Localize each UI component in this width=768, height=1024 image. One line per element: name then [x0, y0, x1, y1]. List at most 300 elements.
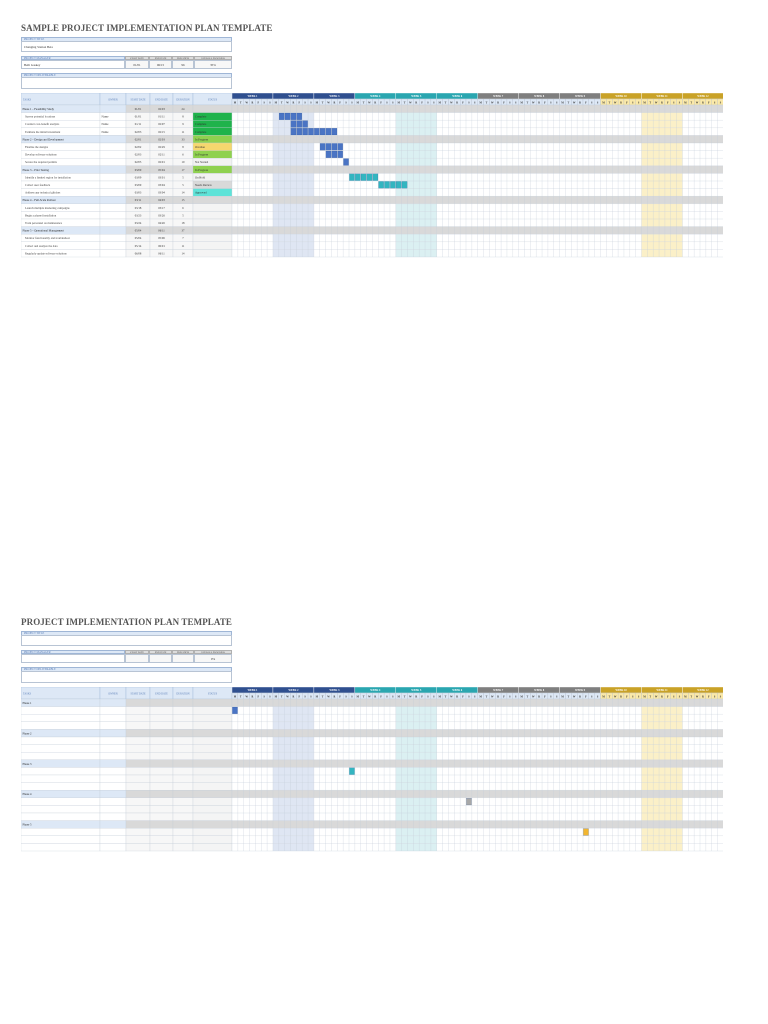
status-badge: Complete [195, 122, 207, 127]
table-cell [21, 828, 100, 836]
day-label: W [572, 101, 576, 105]
week-shade [642, 211, 683, 219]
table-cell [21, 798, 100, 806]
end-date: 02/15 [158, 129, 165, 134]
day-label: F [707, 101, 710, 105]
week-shade [396, 211, 437, 219]
day-label: S [509, 695, 511, 699]
phase-label: Phase 2 – Design and Development [22, 137, 64, 142]
week-shade [273, 767, 314, 775]
gantt-row [232, 166, 723, 174]
table-cell [193, 836, 232, 844]
end-date: 02/29 [158, 145, 165, 149]
day-label: R [292, 101, 295, 105]
start-date-header: START DATE [125, 650, 149, 654]
gantt-row [232, 821, 723, 829]
day-label: M [561, 101, 564, 105]
week-label: WEEK 10 [615, 95, 627, 99]
start-date: 05/14 [134, 243, 142, 248]
day-label: W [613, 695, 617, 699]
table-cell [193, 752, 232, 760]
day-label: S [392, 101, 394, 105]
task-label: Estimate the initial investment [25, 129, 61, 134]
week-shade [642, 113, 683, 121]
duration: 24 [181, 107, 185, 111]
day-label: M [561, 695, 564, 699]
status-badge: Needs Review [195, 183, 212, 187]
gantt-bar [320, 143, 325, 150]
day-label: R [415, 695, 418, 699]
day-label: M [356, 101, 360, 105]
start-date: 02/05 [134, 160, 142, 165]
phase-label: Phase 5 [22, 822, 32, 827]
week-shade [396, 752, 437, 760]
table-cell [126, 729, 150, 737]
duration: 8 [182, 145, 184, 149]
day-label: R [701, 101, 704, 105]
day-label: W [368, 101, 371, 105]
day-label: S [392, 695, 394, 699]
table-cell [173, 760, 193, 768]
table-cell [150, 775, 173, 783]
overall-progress-field[interactable]: 35% [194, 60, 232, 69]
day-label: W [695, 695, 699, 699]
week-label: WEEK 6 [452, 689, 463, 693]
day-label: R [333, 695, 336, 699]
day-label: W [531, 695, 535, 699]
duration-header: DURATION [172, 56, 194, 60]
day-label: S [304, 695, 306, 699]
duration: 14 [181, 251, 185, 256]
duration-field[interactable]: 96 [172, 60, 194, 69]
start-date: 05/04 [134, 236, 142, 241]
table-cell [100, 843, 126, 851]
day-label: T [444, 101, 447, 105]
gantt-bar [379, 181, 384, 188]
week-label: WEEK 2 [288, 95, 299, 99]
day-label: S [678, 695, 681, 699]
end-date: 04/26 [158, 221, 165, 225]
table-cell [193, 790, 232, 798]
project-deliverable-field[interactable] [21, 77, 232, 89]
day-label: S [631, 695, 634, 699]
week-shade [396, 783, 437, 791]
table-cell [100, 227, 126, 235]
end-date: 03/04 [158, 190, 165, 195]
table-cell [21, 775, 100, 783]
day-label: S [672, 101, 675, 105]
end-date-field[interactable]: 06/15 [149, 60, 172, 69]
day-label: S [427, 101, 429, 105]
week-shade [396, 143, 437, 151]
gantt-bar [338, 151, 343, 158]
week-shade [396, 151, 437, 159]
day-label: R [374, 101, 377, 105]
day-label: W [613, 101, 617, 105]
week-shade [642, 151, 683, 159]
table-cell [126, 783, 150, 791]
column-header-duration: DURATION [176, 692, 190, 696]
duration-header: DURATION [172, 650, 194, 654]
end-date-header: END DATE [149, 650, 172, 654]
day-label: F [585, 695, 587, 699]
day-label: S [514, 101, 517, 105]
start-date: 02/03 [134, 129, 142, 134]
day-label: F [626, 695, 628, 699]
week-shade [642, 242, 683, 250]
day-label: W [531, 101, 535, 105]
sheet-sample [21, 22, 723, 261]
gantt-bar [332, 143, 337, 150]
status-badge: Overdue [195, 145, 205, 149]
gantt-bar [338, 143, 343, 150]
day-label: F [503, 695, 505, 699]
day-label: S [269, 101, 271, 105]
table-cell [173, 836, 193, 844]
week-shade [273, 707, 314, 715]
day-label: S [345, 101, 347, 105]
phase-label: Phase 4 [22, 792, 32, 797]
table-cell [100, 158, 126, 166]
week-shade [396, 158, 437, 166]
task-label: Survey potential locations [25, 114, 56, 119]
table-cell [150, 714, 173, 722]
day-label: S [351, 101, 353, 105]
table-cell [21, 783, 100, 791]
week-label: WEEK 11 [656, 689, 668, 693]
table-cell [193, 219, 232, 227]
gantt-row [232, 699, 723, 707]
start-date-field[interactable] [125, 654, 149, 663]
week-shade [396, 707, 437, 715]
project-deliverable-field[interactable] [21, 671, 232, 683]
project-manager-field[interactable] [21, 654, 125, 663]
table-cell [193, 707, 232, 715]
week-shade [273, 143, 314, 151]
start-date: 03/11 [134, 198, 142, 203]
day-label: T [690, 101, 693, 105]
start-date: 03/03 [134, 190, 142, 195]
gantt-bar [402, 181, 407, 188]
day-label: M [438, 695, 441, 699]
table-cell [126, 798, 150, 806]
week-shade [642, 737, 683, 745]
week-shade [396, 173, 437, 181]
day-label: M [479, 101, 482, 105]
day-label: W [491, 101, 494, 105]
day-label: T [239, 695, 242, 699]
week-shade [642, 745, 683, 753]
day-label: T [567, 101, 570, 105]
week-shade [396, 128, 437, 136]
week-shade [273, 775, 314, 783]
table-cell [21, 752, 100, 760]
week-shade [273, 242, 314, 250]
week-shade [642, 173, 683, 181]
week-shade [396, 204, 437, 212]
deliverable-block [21, 73, 232, 89]
end-date-field[interactable] [149, 654, 172, 663]
owner-label: Name [101, 129, 109, 134]
week-shade [273, 783, 314, 791]
week-shade [273, 249, 314, 257]
table-cell [126, 760, 150, 768]
start-date: 02/03 [134, 152, 142, 157]
manager-value-row [21, 654, 232, 663]
end-date: 02/11 [158, 152, 165, 157]
table-cell [193, 798, 232, 806]
table-cell [173, 805, 193, 813]
task-label: Develop software solutions [25, 152, 57, 157]
gantt-bar [232, 707, 237, 714]
day-label: T [321, 695, 324, 699]
task-label: Regularly update software solutions [25, 251, 67, 256]
week-shade [396, 120, 437, 128]
project-manager-label: PROJECT MANAGER [21, 650, 125, 654]
week-shade [273, 752, 314, 760]
day-label: W [572, 695, 576, 699]
day-label: S [304, 101, 306, 105]
duration-field[interactable] [172, 654, 194, 663]
status-badge: In Progress [195, 167, 209, 172]
table-cell [100, 249, 126, 257]
table-cell [173, 813, 193, 821]
table-cell [126, 836, 150, 844]
day-label: T [608, 695, 611, 699]
gantt-row [232, 105, 723, 113]
week-shade [273, 836, 314, 844]
phase-label: Phase 1 – Feasibility Study [22, 107, 54, 111]
week-shade [273, 219, 314, 227]
day-label: S [310, 101, 312, 105]
week-shade [642, 158, 683, 166]
project-deliverable-label: PROJECT DELIVERABLE [21, 73, 232, 77]
table-cell [126, 767, 150, 775]
table-cell [100, 181, 126, 189]
day-label: R [538, 695, 541, 699]
gantt-bar [343, 159, 348, 166]
week-shade [642, 813, 683, 821]
start-date-field[interactable]: 01/01 [125, 60, 149, 69]
table-cell [173, 707, 193, 715]
phase-label: Phase 3 [22, 761, 32, 766]
day-label: T [362, 695, 365, 699]
day-label: W [491, 695, 494, 699]
table-cell [126, 714, 150, 722]
day-label: T [280, 101, 283, 105]
table-cell [173, 790, 193, 798]
table-cell [150, 843, 173, 851]
day-label: F [298, 101, 301, 105]
table-cell [21, 699, 100, 707]
deliverable-block [21, 667, 232, 683]
day-label: T [444, 695, 447, 699]
day-label: T [608, 101, 611, 105]
day-label: T [690, 695, 693, 699]
project-manager-field[interactable]: Beth Gaskey [21, 60, 125, 69]
project-title-field[interactable]: Changing Station Beta [21, 41, 232, 52]
end-date: 03/01 [158, 175, 165, 180]
gantt-bar [583, 829, 588, 836]
task-label: Identify a limited region for installation [25, 175, 71, 180]
week-shade [273, 151, 314, 159]
day-label: T [485, 695, 488, 699]
start-date: 03/18 [134, 205, 142, 210]
task-label: Train personnel on maintenance [25, 221, 63, 225]
table-cell [150, 752, 173, 760]
day-label: R [620, 101, 622, 105]
day-label: F [626, 101, 628, 105]
table-cell [193, 105, 232, 113]
column-header-start-date: START DATE [130, 692, 146, 696]
week-label: WEEK 4 [370, 95, 381, 99]
gantt-bar [297, 128, 302, 135]
table-cell [193, 714, 232, 722]
week-shade [642, 828, 683, 836]
day-label: R [620, 695, 622, 699]
gantt-bar [349, 174, 354, 181]
table-cell [100, 775, 126, 783]
gantt-bar [291, 121, 296, 128]
table-cell [100, 135, 126, 143]
table-cell [126, 722, 150, 730]
week-shade [396, 737, 437, 745]
week-shade [273, 234, 314, 242]
table-cell [21, 707, 100, 715]
day-label: R [251, 695, 254, 699]
table-cell [126, 737, 150, 745]
week-label: WEEK 11 [656, 95, 668, 99]
task-label: Launch multiple marketing campaigns [25, 205, 70, 210]
table-cell [100, 752, 126, 760]
table-cell [150, 767, 173, 775]
gantt-bar [320, 128, 325, 135]
day-label: R [415, 101, 418, 105]
day-label: W [245, 101, 248, 105]
day-label: S [386, 695, 388, 699]
day-label: S [269, 695, 271, 699]
day-label: W [654, 101, 658, 105]
overall-progress-header: OVERALL PROGRESS [194, 56, 232, 60]
week-shade [396, 113, 437, 121]
table-cell [173, 745, 193, 753]
table-cell [193, 249, 232, 257]
week-shade [642, 836, 683, 844]
table-cell [100, 714, 126, 722]
duration: 37 [181, 228, 185, 233]
task-label: Begin a phased installation [25, 213, 57, 218]
gantt-bar [297, 121, 302, 128]
day-label: R [292, 695, 295, 699]
day-label: F [298, 695, 301, 699]
week-label: WEEK 7 [493, 689, 504, 693]
table-cell [126, 707, 150, 715]
table-cell [100, 196, 126, 204]
gantt-bar [349, 768, 354, 775]
week-shade [273, 843, 314, 851]
gantt-bar [396, 181, 401, 188]
gantt-bar [355, 174, 360, 181]
end-date: 05/06 [158, 236, 165, 241]
week-shade [642, 128, 683, 136]
day-label: S [555, 695, 558, 699]
week-shade [642, 798, 683, 806]
table-cell [193, 760, 232, 768]
table-cell [21, 790, 100, 798]
task-label: Secure the required permits [25, 160, 57, 165]
start-date: 05/04 [134, 228, 142, 233]
week-shade [396, 234, 437, 242]
project-title-label: PROJECT TITLE [21, 37, 232, 41]
table-cell [193, 805, 232, 813]
status-badge: Approved [195, 190, 207, 195]
table-cell [100, 699, 126, 707]
duration: 6 [182, 205, 184, 210]
week-shade [273, 211, 314, 219]
end-date-header: END DATE [149, 56, 172, 60]
day-label: M [520, 695, 523, 699]
table-cell [100, 234, 126, 242]
day-label: S [263, 695, 265, 699]
duration: 6 [182, 152, 184, 157]
day-label: W [450, 695, 453, 699]
day-label: W [327, 101, 330, 105]
day-label: F [339, 695, 342, 699]
table-cell [100, 805, 126, 813]
week-shade [642, 189, 683, 197]
day-label: S [509, 101, 511, 105]
gantt-bar [291, 128, 296, 135]
week-shade [396, 828, 437, 836]
week-shade [396, 813, 437, 821]
table-cell [193, 227, 232, 235]
table-cell [100, 737, 126, 745]
day-label: W [450, 101, 453, 105]
status-badge: Complete [195, 114, 207, 119]
day-label: M [602, 101, 605, 105]
table-cell [193, 783, 232, 791]
task-label: Finalize the designs [25, 145, 48, 149]
week-label: WEEK 9 [575, 689, 586, 693]
week-shade [642, 805, 683, 813]
day-label: W [245, 695, 248, 699]
gantt-bar [332, 151, 337, 158]
week-shade [273, 813, 314, 821]
end-date: 02/01 [158, 160, 165, 165]
duration: 33 [181, 137, 185, 142]
day-label: R [538, 101, 541, 105]
table-cell [21, 767, 100, 775]
table-cell [100, 722, 126, 730]
manager-value-row [21, 60, 232, 69]
table-cell [100, 189, 126, 197]
page-title: SAMPLE PROJECT IMPLEMENTATION PLAN TEMPLATE [21, 23, 273, 33]
table-cell [150, 790, 173, 798]
table-cell [21, 760, 100, 768]
day-label: M [438, 101, 441, 105]
day-label: S [386, 101, 388, 105]
week-shade [273, 204, 314, 212]
table-cell [126, 843, 150, 851]
project-title-field[interactable] [21, 635, 232, 646]
gantt-bar [390, 181, 395, 188]
start-date: 01/01 [134, 107, 142, 111]
duration: 8 [182, 114, 184, 119]
day-label: F [503, 101, 505, 105]
gantt-bar [285, 113, 290, 120]
overall-progress-field[interactable]: 0% [194, 654, 232, 663]
day-label: S [514, 695, 517, 699]
